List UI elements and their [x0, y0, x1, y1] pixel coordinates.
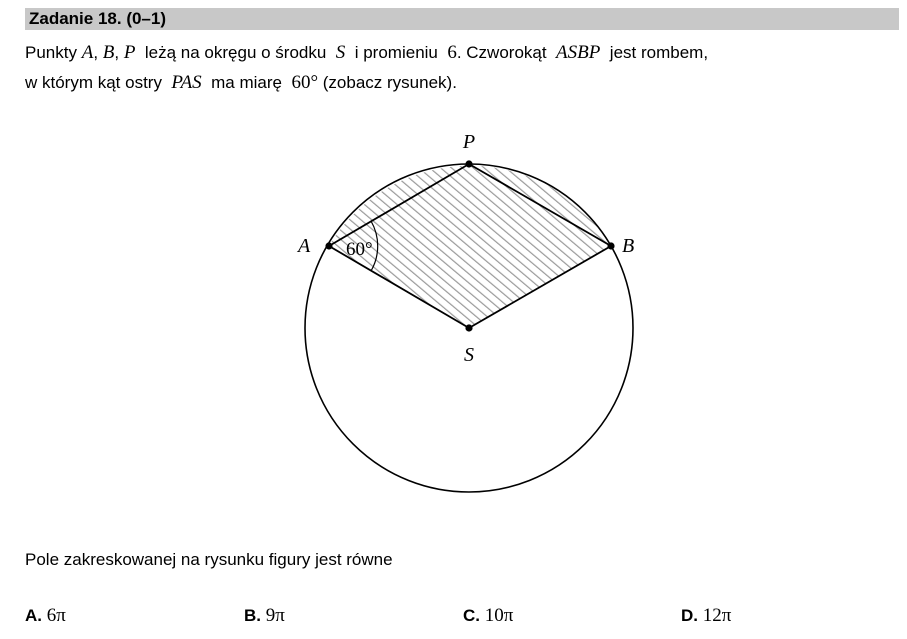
answer-option-c[interactable] — [463, 604, 513, 628]
answer-letter: D. — [681, 606, 698, 625]
answer-value: 9π — [265, 605, 285, 626]
problem-text-part: . Czworokąt — [456, 43, 557, 62]
problem-text-part: leżą na okręgu o środku — [135, 43, 336, 62]
math-radius: 6 — [447, 42, 457, 63]
answer-value: 10π — [484, 605, 514, 626]
answer-letter: A. — [25, 606, 42, 625]
problem-text-part: w którym kąt ostry — [25, 73, 172, 92]
answer-option-b[interactable] — [244, 604, 285, 628]
problem-text-part: , — [93, 43, 103, 62]
problem-text-part: Punkty — [25, 43, 82, 62]
math-rhombus: ASBP — [556, 42, 601, 63]
problem-text-part: (zobacz rysunek). — [318, 73, 457, 92]
label-b: B — [622, 235, 635, 257]
answer-letter: B. — [244, 606, 261, 625]
question-text: Pole zakreskowanej na rysunku figury jest równe — [25, 550, 393, 569]
answer-letter: C. — [463, 606, 480, 625]
math-point-a: A — [81, 42, 94, 63]
math-center-s: S — [335, 42, 346, 63]
answer-option-d[interactable] — [681, 604, 731, 628]
problem-text-part: ma miarę — [201, 73, 292, 92]
label-angle: 60° — [346, 239, 373, 260]
point-p — [465, 160, 472, 167]
math-angle-measure: 60° — [291, 72, 319, 93]
answer-value: 6π — [46, 605, 66, 626]
label-s: S — [464, 344, 474, 366]
problem-text-part: jest rombem, — [600, 43, 709, 62]
point-s — [465, 324, 472, 331]
math-angle-pas: PAS — [171, 72, 202, 93]
problem-text-part: , — [114, 43, 124, 62]
math-point-p: P — [123, 42, 136, 63]
answer-value: 12π — [702, 605, 732, 626]
point-a — [325, 242, 332, 249]
answer-option-a[interactable] — [25, 604, 66, 628]
problem-text-part: i promieniu — [345, 43, 448, 62]
label-a: A — [298, 235, 311, 257]
math-point-b: B — [102, 42, 115, 63]
point-b — [607, 242, 614, 249]
label-p: P — [462, 131, 476, 153]
task-title: Zadanie 18. (0–1) — [29, 9, 167, 28]
